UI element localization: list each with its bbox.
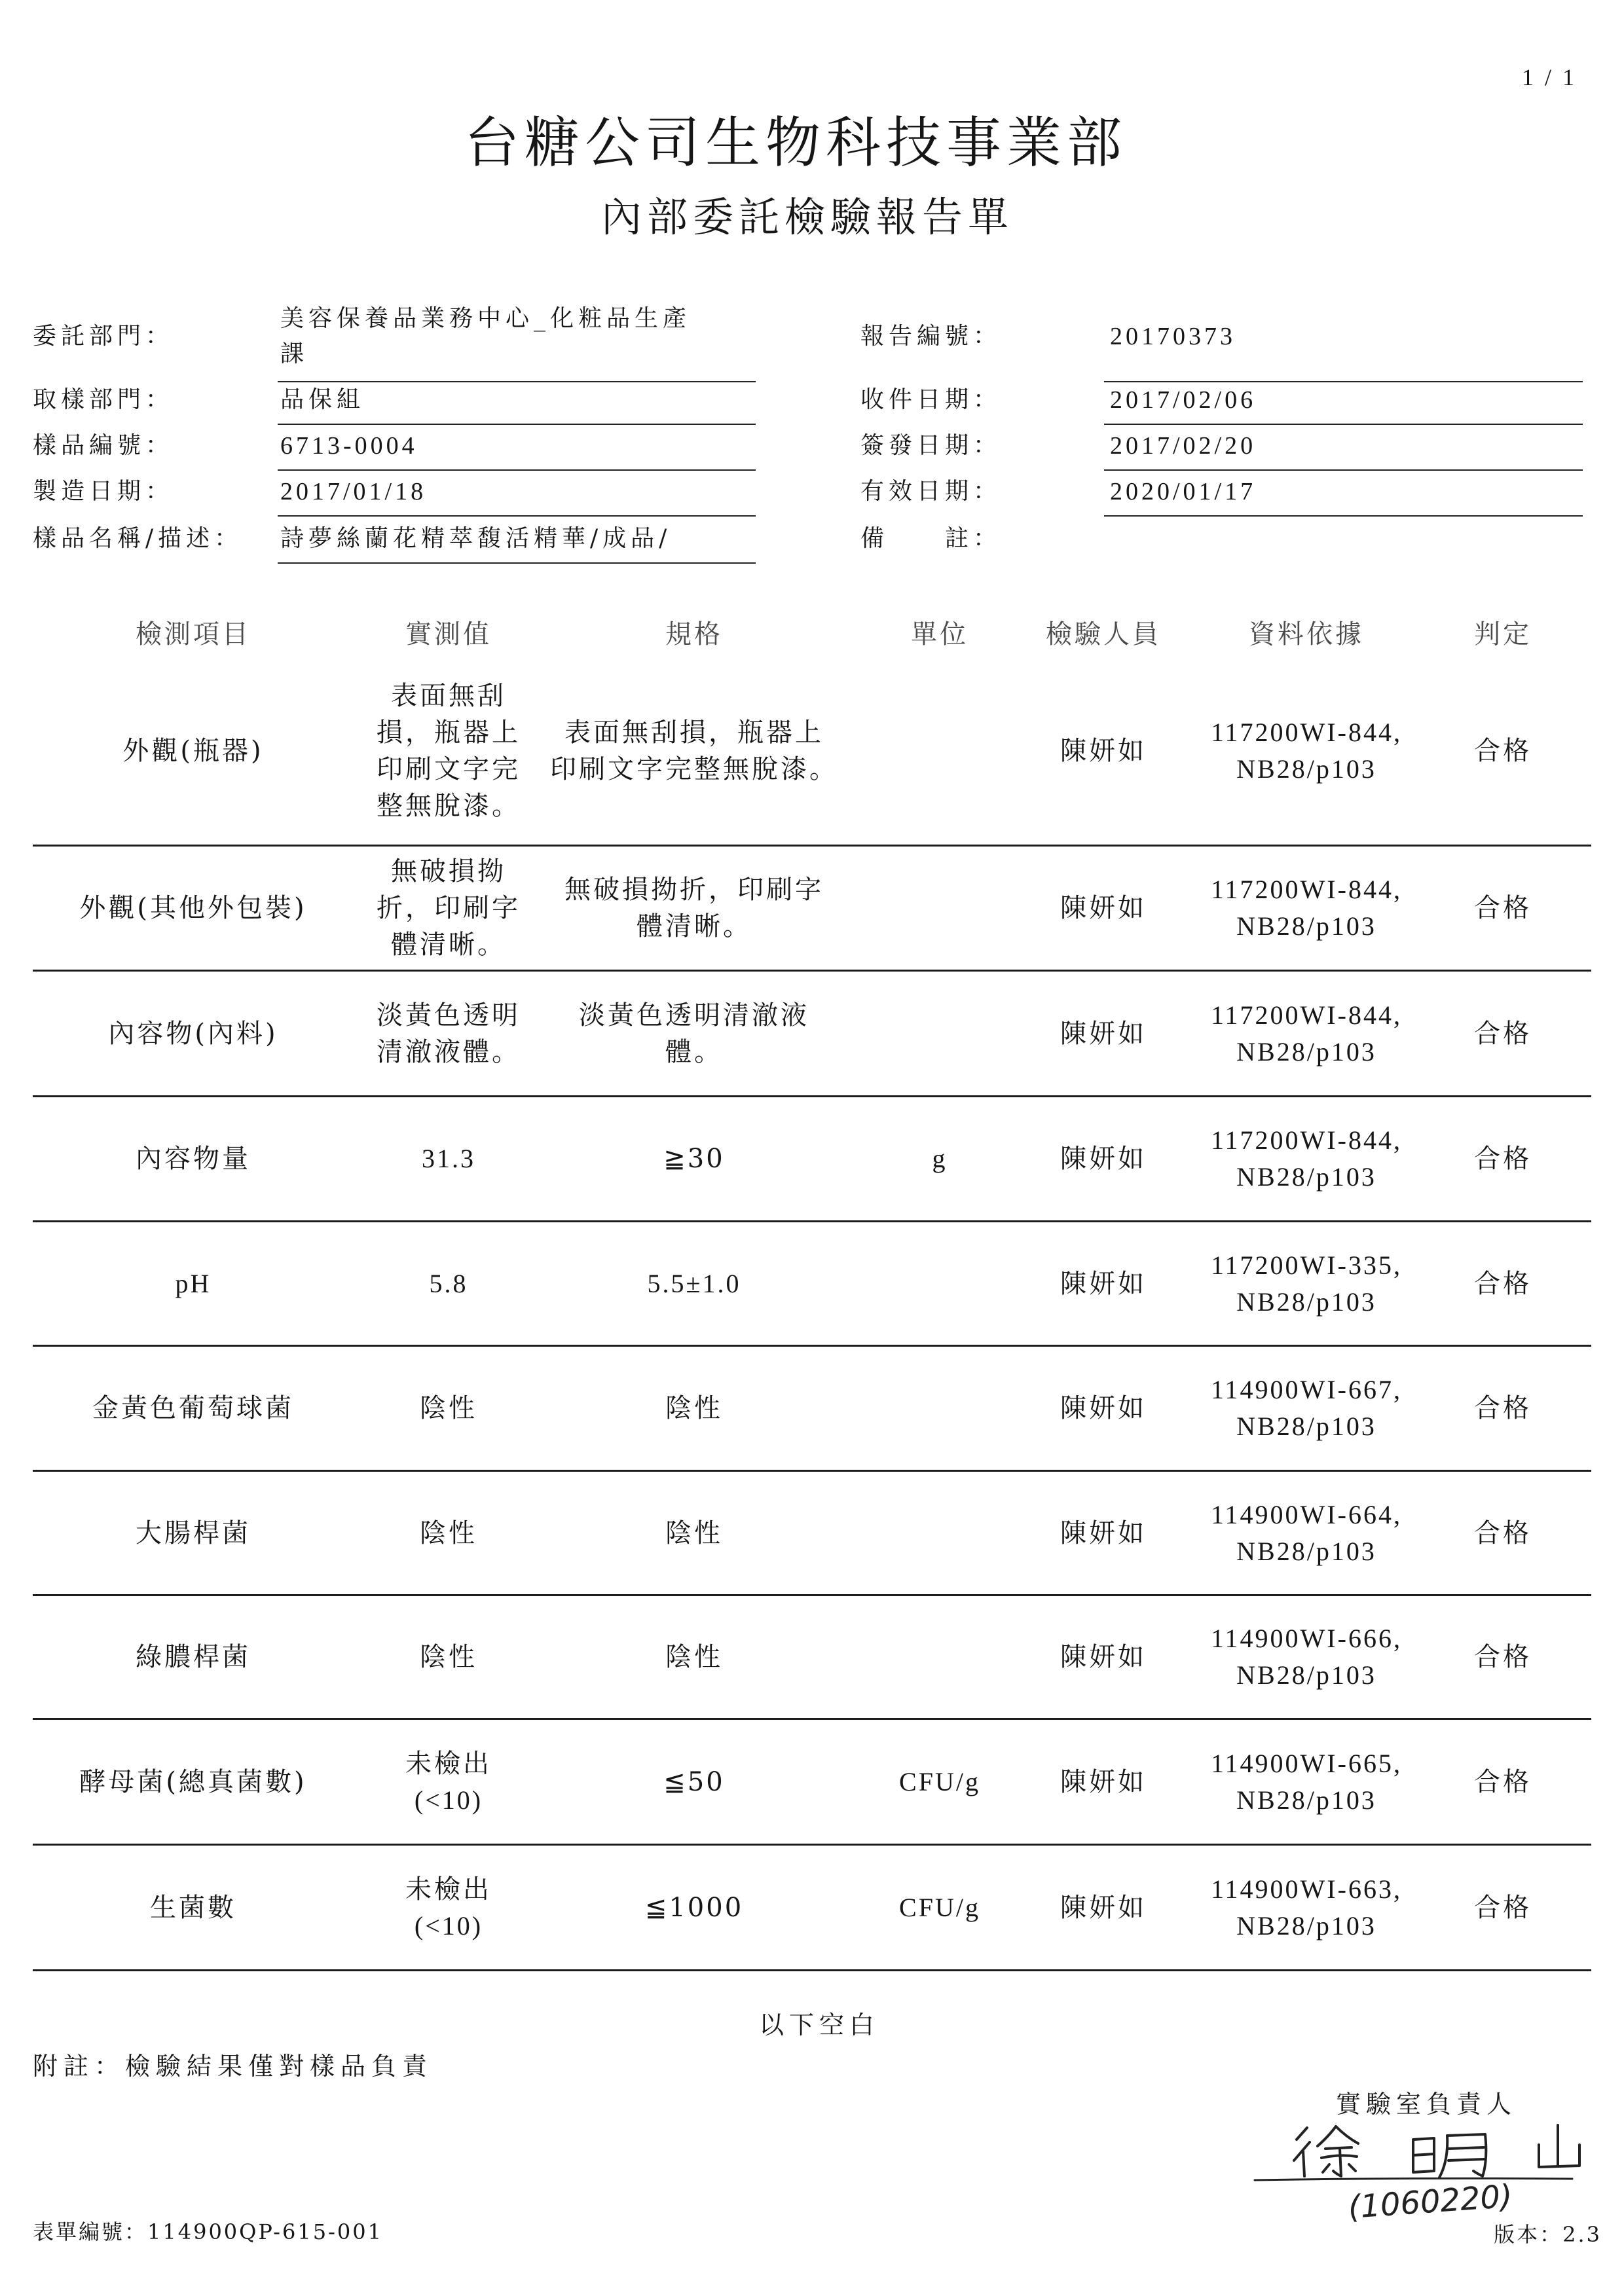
received-date-underline (1104, 424, 1583, 425)
result-cell (1441, 1720, 1565, 1844)
basis-line: 117200WI-844, (1211, 717, 1402, 747)
unit-cell (845, 1720, 1035, 1844)
header-basis: 資料依據 (1249, 619, 1364, 649)
spec-line: ≦50 (663, 1766, 725, 1797)
result-value: 合格 (1474, 1892, 1532, 1923)
spec-cell (544, 1720, 845, 1844)
inspector-name: 陳妍如 (1060, 1892, 1147, 1923)
inspector-name: 陳妍如 (1060, 1268, 1147, 1299)
basis-cell (1172, 1222, 1441, 1345)
inspector-cell (1035, 847, 1172, 970)
measured-line: 陰性 (420, 1393, 477, 1423)
measured-cell (354, 1347, 544, 1470)
table-row (33, 1097, 1591, 1222)
valid-date-label: 有效日期： (860, 478, 1002, 505)
manufacture-date-label: 製造日期： (33, 478, 174, 505)
result-cell (1441, 1347, 1565, 1470)
test-item: 內容物量 (136, 1144, 251, 1174)
measured-line: (<10) (414, 1785, 483, 1815)
report-no-label: 報告編號： (860, 323, 1002, 350)
unit-value: CFU/g (899, 1766, 980, 1796)
result-value: 合格 (1474, 1642, 1532, 1672)
spec-line: ≧30 (663, 1144, 725, 1174)
test-item: 外觀(其他外包裝) (79, 893, 307, 923)
inspector-name: 陳妍如 (1060, 735, 1147, 766)
header-spec-cell (544, 616, 845, 653)
item-cell (33, 1472, 354, 1594)
commission-dept-underline (278, 381, 756, 382)
measured-line: 未檢出 (405, 1874, 492, 1904)
result-value: 合格 (1474, 1766, 1532, 1797)
measured-line: 印刷文字完 (377, 754, 521, 784)
basis-line: NB28/p103 (1236, 1036, 1376, 1066)
unit-value: g (932, 1144, 948, 1173)
header-result: 判定 (1474, 619, 1532, 649)
table-row (33, 1347, 1591, 1472)
header-item: 檢測項目 (136, 619, 251, 649)
inspector-cell (1035, 657, 1172, 845)
lab-supervisor-label: 實驗室負責人 (1336, 2090, 1517, 2119)
table-row (33, 1222, 1591, 1347)
spec-cell (544, 1097, 845, 1220)
inspector-name: 陳妍如 (1060, 1018, 1147, 1049)
sample-no-value: 6713-0004 (280, 432, 418, 460)
spec-cell (544, 657, 845, 845)
spec-cell (544, 847, 845, 970)
result-cell (1441, 1472, 1565, 1594)
item-cell (33, 972, 354, 1095)
inspector-cell (1035, 1596, 1172, 1718)
inspector-cell (1035, 1720, 1172, 1844)
measured-line: 淡黃色透明 (377, 1000, 521, 1030)
inspector-name: 陳妍如 (1060, 893, 1147, 923)
sample-no-label: 樣品編號： (33, 432, 174, 459)
basis-line: 117200WI-844, (1211, 875, 1402, 904)
header-measured-cell (354, 616, 544, 653)
item-cell (33, 1720, 354, 1844)
basis-cell (1172, 1846, 1441, 1969)
measured-cell (354, 1097, 544, 1220)
measured-cell (354, 1846, 544, 1969)
inspector-cell (1035, 1472, 1172, 1594)
table-row (33, 1720, 1591, 1846)
unit-cell (845, 1347, 1035, 1470)
spec-line: 陰性 (665, 1642, 723, 1672)
result-value: 合格 (1474, 735, 1532, 766)
organization-title: 台糖公司生物科技事業部 (464, 111, 1127, 175)
issue-date-label: 簽發日期： (860, 432, 1002, 459)
spec-line: 淡黃色透明清澈液 (579, 1000, 809, 1030)
measured-cell (354, 1222, 544, 1345)
basis-cell (1172, 1097, 1441, 1220)
sampling-dept-value: 品保組 (280, 386, 365, 413)
measured-line: 損，瓶器上 (377, 717, 521, 748)
basis-cell (1172, 1347, 1441, 1470)
measured-cell (354, 1720, 544, 1844)
sample-name-label: 樣品名稱/描述： (33, 525, 243, 552)
measured-line: 陰性 (420, 1642, 477, 1672)
basis-line: NB28/p103 (1236, 1162, 1376, 1192)
test-item: 生菌數 (150, 1892, 236, 1923)
spec-cell (544, 1472, 845, 1594)
spec-cell (544, 1846, 845, 1969)
item-cell (33, 1846, 354, 1969)
inspector-name: 陳妍如 (1060, 1766, 1147, 1797)
basis-cell (1172, 847, 1441, 970)
inspector-name: 陳妍如 (1060, 1393, 1147, 1423)
header-result-cell (1441, 616, 1565, 653)
header-inspector-cell (1035, 616, 1172, 653)
item-cell (33, 1222, 354, 1345)
unit-value: CFU/g (899, 1892, 980, 1922)
received-date-value: 2017/02/06 (1110, 386, 1257, 414)
remarks-label: 備 註： (860, 525, 1002, 552)
inspector-cell (1035, 1347, 1172, 1470)
unit-cell (845, 1846, 1035, 1969)
basis-line: NB28/p103 (1236, 1785, 1376, 1815)
spec-line: 體清晰。 (637, 911, 752, 941)
measured-cell (354, 1472, 544, 1594)
valid-date-value: 2020/01/17 (1110, 478, 1257, 505)
test-item: 酵母菌(總真菌數) (79, 1766, 307, 1797)
sample-no-underline (278, 469, 756, 471)
header-basis-cell (1172, 616, 1441, 653)
basis-cell (1172, 1596, 1441, 1718)
spec-line: 印刷文字完整無脫漆。 (550, 754, 838, 784)
result-value: 合格 (1474, 893, 1532, 923)
commission-dept-value-line1: 美容保養品業務中心_化粧品生產 (280, 305, 692, 332)
measured-line: 陰性 (420, 1518, 477, 1548)
report-title: 內部委託檢驗報告單 (600, 193, 1014, 241)
table-row (33, 847, 1591, 972)
result-cell (1441, 1222, 1565, 1345)
measured-cell (354, 847, 544, 970)
basis-line: 117200WI-844, (1211, 1000, 1402, 1030)
form-version: 版本：2.3 (1494, 2222, 1602, 2247)
issue-date-value: 2017/02/20 (1110, 432, 1257, 460)
measured-cell (354, 972, 544, 1095)
test-item: 外觀(瓶器) (122, 735, 264, 766)
unit-cell (845, 1222, 1035, 1345)
result-cell (1441, 1846, 1565, 1969)
measured-line: 折，印刷字 (377, 893, 521, 923)
measured-line: 表面無刮 (391, 680, 506, 711)
sample-name-value: 詩夢絲蘭花精萃馥活精華/成品/ (280, 525, 672, 552)
basis-cell (1172, 972, 1441, 1095)
basis-line: NB28/p103 (1236, 1412, 1376, 1441)
inspector-cell (1035, 972, 1172, 1095)
sampling-dept-label: 取樣部門： (33, 386, 174, 413)
measured-line: (<10) (414, 1910, 483, 1941)
item-cell (33, 1596, 354, 1718)
manufacture-date-underline (278, 515, 756, 517)
result-cell (1441, 1097, 1565, 1220)
unit-cell (845, 1596, 1035, 1718)
sample-name-underline (278, 562, 756, 564)
spec-line: ≦1000 (644, 1892, 744, 1923)
result-value: 合格 (1474, 1268, 1532, 1299)
basis-line: 114900WI-663, (1211, 1874, 1402, 1904)
result-cell (1441, 847, 1565, 970)
unit-cell (845, 1472, 1035, 1594)
signature-date: (1060220) (1346, 2178, 1514, 2226)
footnote: 附註：檢驗結果僅對樣品負責 (33, 2052, 434, 2081)
spec-line: 無破損拗折，印刷字 (564, 875, 824, 905)
basis-line: NB28/p103 (1236, 1286, 1376, 1317)
spec-line: 表面無刮損，瓶器上 (564, 717, 824, 748)
sampling-dept-underline (278, 424, 756, 425)
basis-line: 117200WI-844, (1211, 1125, 1402, 1155)
unit-cell (845, 972, 1035, 1095)
inspector-cell (1035, 1222, 1172, 1345)
result-cell (1441, 972, 1565, 1095)
item-cell (33, 657, 354, 845)
measured-line: 未檢出 (405, 1748, 492, 1779)
spec-line: 5.5±1.0 (647, 1268, 741, 1298)
table-row (33, 657, 1591, 847)
spec-cell (544, 972, 845, 1095)
unit-cell (845, 657, 1035, 845)
report-no-value: 20170373 (1110, 323, 1236, 350)
item-cell (33, 847, 354, 970)
measured-line: 無破損拗 (391, 856, 506, 886)
blank-below-marker: 以下空白 (758, 2011, 879, 2039)
measured-line: 5.8 (429, 1268, 468, 1298)
basis-line: NB28/p103 (1236, 1536, 1376, 1566)
inspector-cell (1035, 1846, 1172, 1969)
table-row (33, 1596, 1591, 1720)
header-unit: 單位 (911, 619, 969, 649)
header-spec: 規格 (665, 619, 723, 649)
inspector-cell (1035, 1097, 1172, 1220)
basis-line: NB28/p103 (1236, 1660, 1376, 1690)
supervisor-signature (1244, 2108, 1598, 2232)
result-cell (1441, 1596, 1565, 1718)
basis-line: 114900WI-667, (1211, 1375, 1402, 1404)
header-unit-cell (845, 616, 1035, 653)
test-item: 綠膿桿菌 (136, 1642, 251, 1672)
commission-dept-label: 委託部門： (33, 323, 174, 350)
result-value: 合格 (1474, 1018, 1532, 1049)
test-item: 內容物(內料) (108, 1018, 278, 1049)
inspector-name: 陳妍如 (1060, 1518, 1147, 1548)
measured-line: 清澈液體。 (377, 1036, 521, 1067)
spec-line: 體。 (665, 1036, 723, 1067)
commission-dept-value-line2: 課 (280, 340, 309, 367)
basis-line: 114900WI-665, (1211, 1748, 1402, 1778)
page-number: 1 / 1 (1521, 64, 1577, 90)
spec-line: 陰性 (665, 1393, 723, 1423)
basis-line: 117200WI-335, (1211, 1250, 1402, 1280)
basis-line: NB28/p103 (1236, 911, 1376, 941)
signature-strokes (1255, 2125, 1579, 2180)
header-measured: 實測值 (405, 619, 492, 649)
measured-cell (354, 657, 544, 845)
basis-line: NB28/p103 (1236, 1910, 1376, 1941)
item-cell (33, 1097, 354, 1220)
basis-cell (1172, 657, 1441, 845)
valid-date-underline (1104, 515, 1583, 517)
result-value: 合格 (1474, 1518, 1532, 1548)
result-cell (1441, 657, 1565, 845)
unit-cell (845, 847, 1035, 970)
header-inspector: 檢驗人員 (1046, 619, 1161, 649)
test-item: 金黃色葡萄球菌 (92, 1393, 294, 1423)
issue-date-underline (1104, 469, 1583, 471)
basis-line: 114900WI-666, (1211, 1624, 1402, 1653)
report-no-underline (1104, 381, 1583, 382)
basis-cell (1172, 1720, 1441, 1844)
test-item: pH (175, 1268, 212, 1298)
spec-cell (544, 1347, 845, 1470)
measured-cell (354, 1596, 544, 1718)
unit-cell (845, 1097, 1035, 1220)
measured-line: 整無脫漆。 (377, 790, 521, 821)
result-value: 合格 (1474, 1393, 1532, 1423)
table-row (33, 972, 1591, 1097)
table-row (33, 1472, 1591, 1596)
table-row (33, 1846, 1591, 1971)
test-item: 大腸桿菌 (136, 1518, 251, 1548)
basis-line: NB28/p103 (1236, 754, 1376, 784)
header-item-cell (33, 616, 354, 653)
item-cell (33, 1347, 354, 1470)
spec-cell (544, 1222, 845, 1345)
basis-line: 114900WI-664, (1211, 1499, 1402, 1529)
basis-cell (1172, 1472, 1441, 1594)
measured-line: 31.3 (422, 1144, 475, 1173)
manufacture-date-value: 2017/01/18 (280, 478, 427, 505)
table-header (33, 616, 1591, 653)
result-value: 合格 (1474, 1144, 1532, 1174)
measured-line: 體清晰。 (391, 930, 506, 960)
inspector-name: 陳妍如 (1060, 1144, 1147, 1174)
received-date-label: 收件日期： (860, 386, 1002, 413)
spec-line: 陰性 (665, 1518, 723, 1548)
inspector-name: 陳妍如 (1060, 1642, 1147, 1672)
form-number: 表單編號：114900QP-615-001 (33, 2219, 383, 2244)
spec-cell (544, 1596, 845, 1718)
